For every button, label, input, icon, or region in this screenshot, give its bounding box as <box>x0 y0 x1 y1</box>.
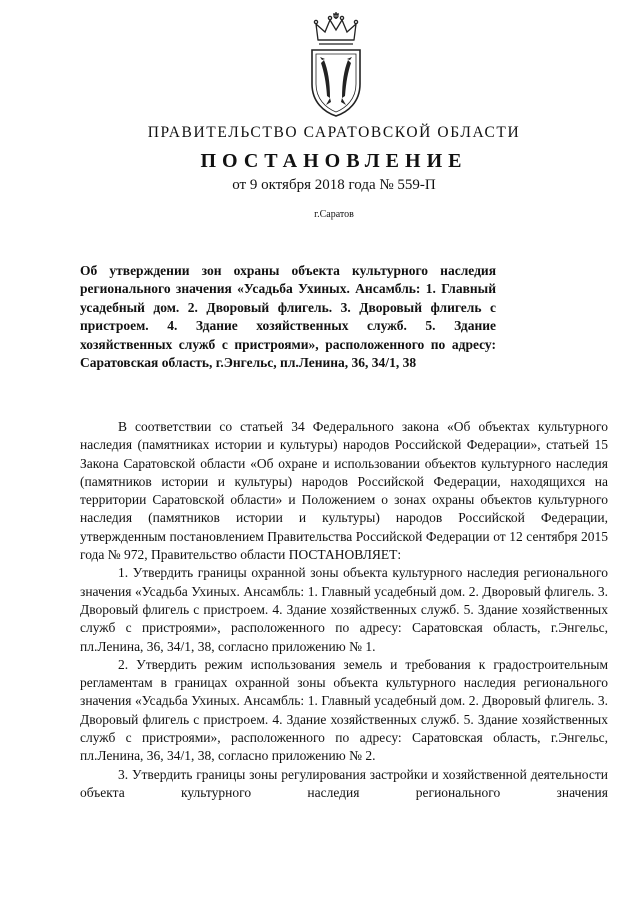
document-subject: Об утверждении зон охраны объекта культурного наследия регионального значения «Усадьба Ухиных. Ансамбль: 1. Главный усадебный дом. 2. Дворовый флигель. 3. Дворовый флигель с пристроем. 4. Здание хозяйственных служб. 5. Здание хозяйственных служб с пристроями», расположенного по адресу: Саратовская область, г.Энгельс, пл.Ленина, 36, 34/1, 38 <box>80 263 496 371</box>
issue-city: г.Саратов <box>314 209 354 220</box>
paragraph-item-3: 3. Утвердить границы зоны регулирования застройки и хозяйственной деятельности объекта культурного наследия регионального значения <box>80 766 608 800</box>
paragraph-preamble: В соответствии со статьей 34 Федерального закона «Об объектах культурного наследия (памятниках истории и культуры) народов Российской Федерации», статьей 15 Закона Саратовской области «Об охране и использовании объектов культурного наследия (памятников истории и культуры) народов Российской Федерации, находящихся на территории Саратовской области» и Положением о зонах охраны объектов культурного наследия (памятников истории и культуры) народов Российской Федерации, утвержденным постановлением Правительства Российской Федерации от 12 сентября 2015 года № 972, Правительство области ПОСТАНОВЛЯЕТ: <box>80 419 608 563</box>
paragraph-item-1: 1. Утвердить границы охранной зоны объекта культурного наследия регионального значения «Усадьба Ухиных. Ансамбль: 1. Главный усадебный дом. 2. Дворовый флигель. 3. Дворовый флигель с пристроем. 4. Здание хозяйственных служб. 5. Здание хозяйственных служб с пристроями», расположенного по адресу: Саратовская область, г.Энгельс, пл.Ленина, 36, 34/1, 38, согласно приложению № 1. <box>80 565 608 654</box>
government-title: ПРАВИТЕЛЬСТВО САРАТОВСКОЙ ОБЛАСТИ <box>147 124 521 141</box>
document-type-heading: ПОСТАНОВЛЕНИЕ <box>200 150 468 172</box>
document-date-number: от 9 октября 2018 года № 559-П <box>232 177 436 193</box>
paragraph-item-2: 2. Утвердить режим использования земель и требования к градостроительным регламентам в границах охранной зоны объекта культурного наследия регионального значения «Усадьба Ухиных. Ансамбль: 1. Главный усадебный дом. 2. Дворовый флигель. 3. Дворовый флигель с пристроем. 4. Здание хозяйственных служб. 5. Здание хозяйственных служб с пристроями», расположенного по адресу: Саратовская область, г.Энгельс, пл.Ленина, 36, 34/1, 38, согласно приложению № 2. <box>80 656 608 764</box>
saratov-coat-of-arms-icon <box>300 10 372 120</box>
document-body <box>80 418 608 802</box>
